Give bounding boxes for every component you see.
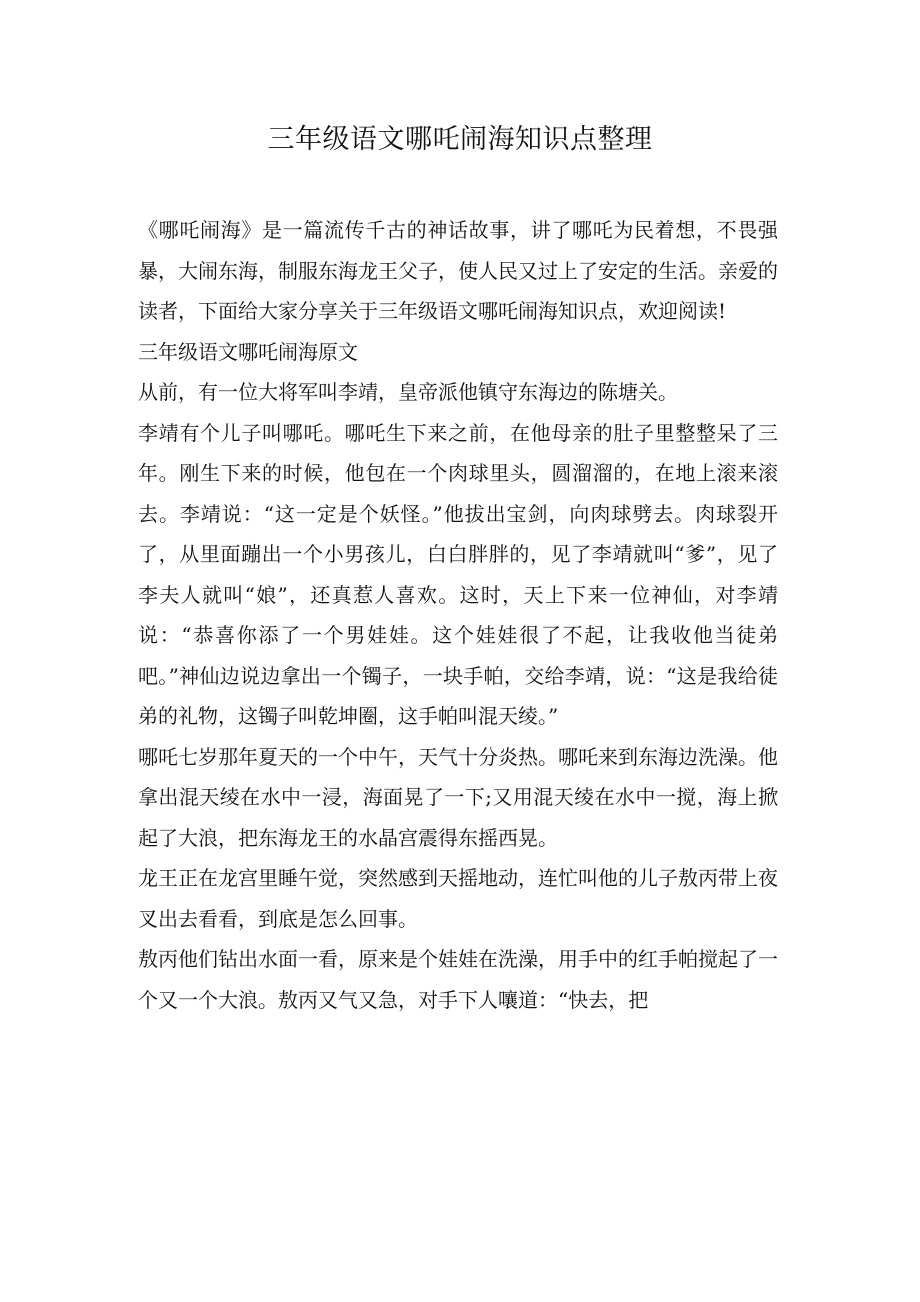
paragraph: 从前，有一位大将军叫李靖，皇帝派他镇守东海边的陈塘关。 bbox=[138, 380, 678, 404]
paragraph: 敖丙他们钻出水面一看，原来是个娃娃在洗澡，用手中的红手帕搅起了一个又一个大浪。敖丙又气又急，对手下人嚷道：“快去，把 bbox=[138, 947, 778, 1012]
intro-paragraph: 《哪吒闹海》是一篇流传千古的神话故事，讲了哪吒为民着想，不畏强暴，大闹东海，制服东海龙王父子，使人民又过上了安定的生活。亲爱的读者，下面给大家分享关于三年级语文哪吒闹海知识点，欢迎阅读! bbox=[138, 218, 778, 323]
paragraph: 哪吒七岁那年夏天的一个中午，天气十分炎热。哪吒来到东海边洗澡。他拿出混天绫在水中一浸，海面晃了一下;又用混天绫在水中一搅，海上掀起了大浪，把东海龙王的水晶宫震得东摇西晃。 bbox=[138, 744, 778, 850]
paragraph: 李靖有个儿子叫哪吒。哪吒生下来之前，在他母亲的肚子里整整呆了三年。刚生下来的时候，他包在一个肉球里头，圆溜溜的，在地上滚来滚去。李靖说：“这一定是个妖怪。”他拔出宝剑，向肉球劈去。肉球裂开了，从里面蹦出一个小男孩儿，白白胖胖的，见了李靖就叫“爹”，见了李夫人就叫“娘”，还真惹人喜欢。这时，天上下来一位神仙，对李靖说：“恭喜你添了一个男娃娃。这个娃娃很了不起，让我收他当徒弟吧。”神仙边说边拿出一个镯子，一块手帕，交给李靖，说：“这是我给徒弟的礼物，这镯子叫乾坤圈，这手帕叫混天绫。” bbox=[138, 420, 778, 728]
document-title: 三年级语文哪吒闹海知识点整理 bbox=[267, 124, 653, 155]
document-body bbox=[138, 210, 778, 1020]
section-heading: 三年级语文哪吒闹海原文 bbox=[138, 339, 358, 364]
paragraph: 龙王正在龙宫里睡午觉，突然感到天摇地动，连忙叫他的儿子敖丙带上夜叉出去看看，到底是怎么回事。 bbox=[138, 866, 778, 931]
